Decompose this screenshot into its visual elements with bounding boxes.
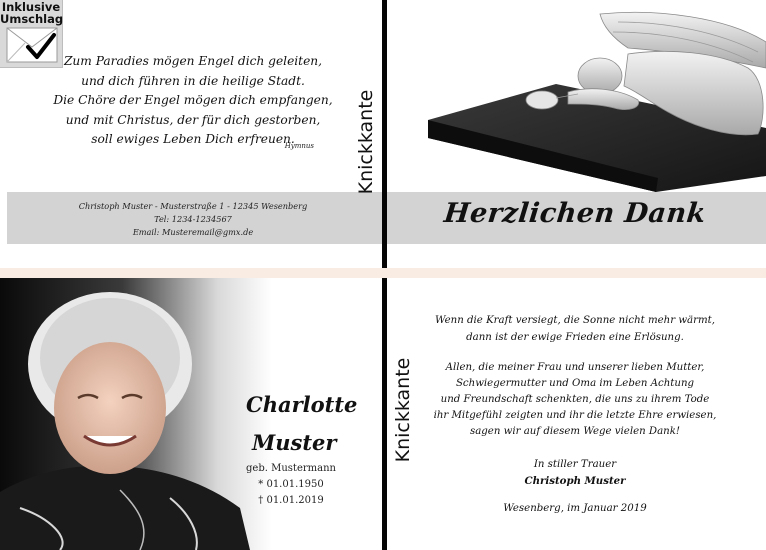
message-intro-line-2: dann ist der ewige Frieden eine Erlösung. (466, 332, 684, 343)
birth-date: * 01.01.1950 (258, 479, 324, 490)
portrait-photo (0, 278, 272, 550)
badge-label (0, 1, 62, 25)
fold-line-top (382, 0, 387, 268)
deceased-dates (236, 461, 346, 509)
contact-phone: Tel: 1234-1234567 (154, 214, 232, 224)
poem-line-3: Die Chöre der Engel mögen dich empfangen, (53, 93, 333, 108)
message-intro (420, 312, 730, 346)
contact-address: Christoph Muster - Musterstraße 1 - 12345 Wesenberg (78, 201, 308, 211)
poem-source: Hymnus (284, 142, 314, 150)
poem (40, 52, 346, 150)
fold-label-bottom: Knickkante (392, 357, 414, 463)
birth-name: geb. Mustermann (246, 463, 336, 474)
poem-line-5: soll ewiges Leben Dich erfreuen. (91, 132, 295, 147)
deceased-last-name: Muster (252, 430, 337, 455)
fold-line-bottom (382, 278, 387, 550)
signature-block (420, 456, 730, 490)
grief-label: In stiller Trauer (533, 459, 617, 470)
message-thanks-line-3: und Freundschaft schenkten, die uns zu ihrem Tode (440, 394, 710, 405)
contact-block (40, 200, 346, 239)
fold-label-top: Knickkante (355, 89, 377, 195)
death-date: † 01.01.2019 (258, 495, 324, 506)
poem-line-4: und mit Christus, der für dich gestorben, (65, 112, 321, 127)
message-thanks-line-4: ihr Mitgefühl zeigten und ihr die letzte Ehre erwiesen, (433, 410, 717, 421)
contact-email: Email: Musteremail@gmx.de (132, 227, 254, 237)
angel-statue-image (428, 8, 766, 192)
message-thanks-line-5: sagen wir auf diesem Wege vielen Dank! (469, 426, 680, 437)
poem-line-2: und dich führen in die heilige Stadt. (81, 73, 305, 88)
message-intro-line-1: Wenn die Kraft versiegt, die Sonne nicht mehr wärmt, (435, 315, 715, 326)
message-thanks (420, 360, 730, 440)
poem-line-1: Zum Paradies mögen Engel dich geleiten, (63, 54, 323, 68)
deceased-first-name: Charlotte (246, 392, 358, 417)
horizontal-fold-gap (0, 268, 766, 278)
place-date: Wesenberg, im Januar 2019 (503, 503, 647, 514)
badge-line-2: Umschlag (0, 12, 64, 26)
thanks-title: Herzlichen Dank (442, 198, 708, 229)
message-thanks-line-1: Allen, die meiner Frau und unserer lieben Mutter, (445, 362, 705, 373)
message-thanks-line-2: Schwiegermutter und Oma im Leben Achtung (455, 378, 695, 389)
signer-name: Christoph Muster (524, 475, 626, 487)
badge-line-1: Inklusive (1, 0, 61, 14)
